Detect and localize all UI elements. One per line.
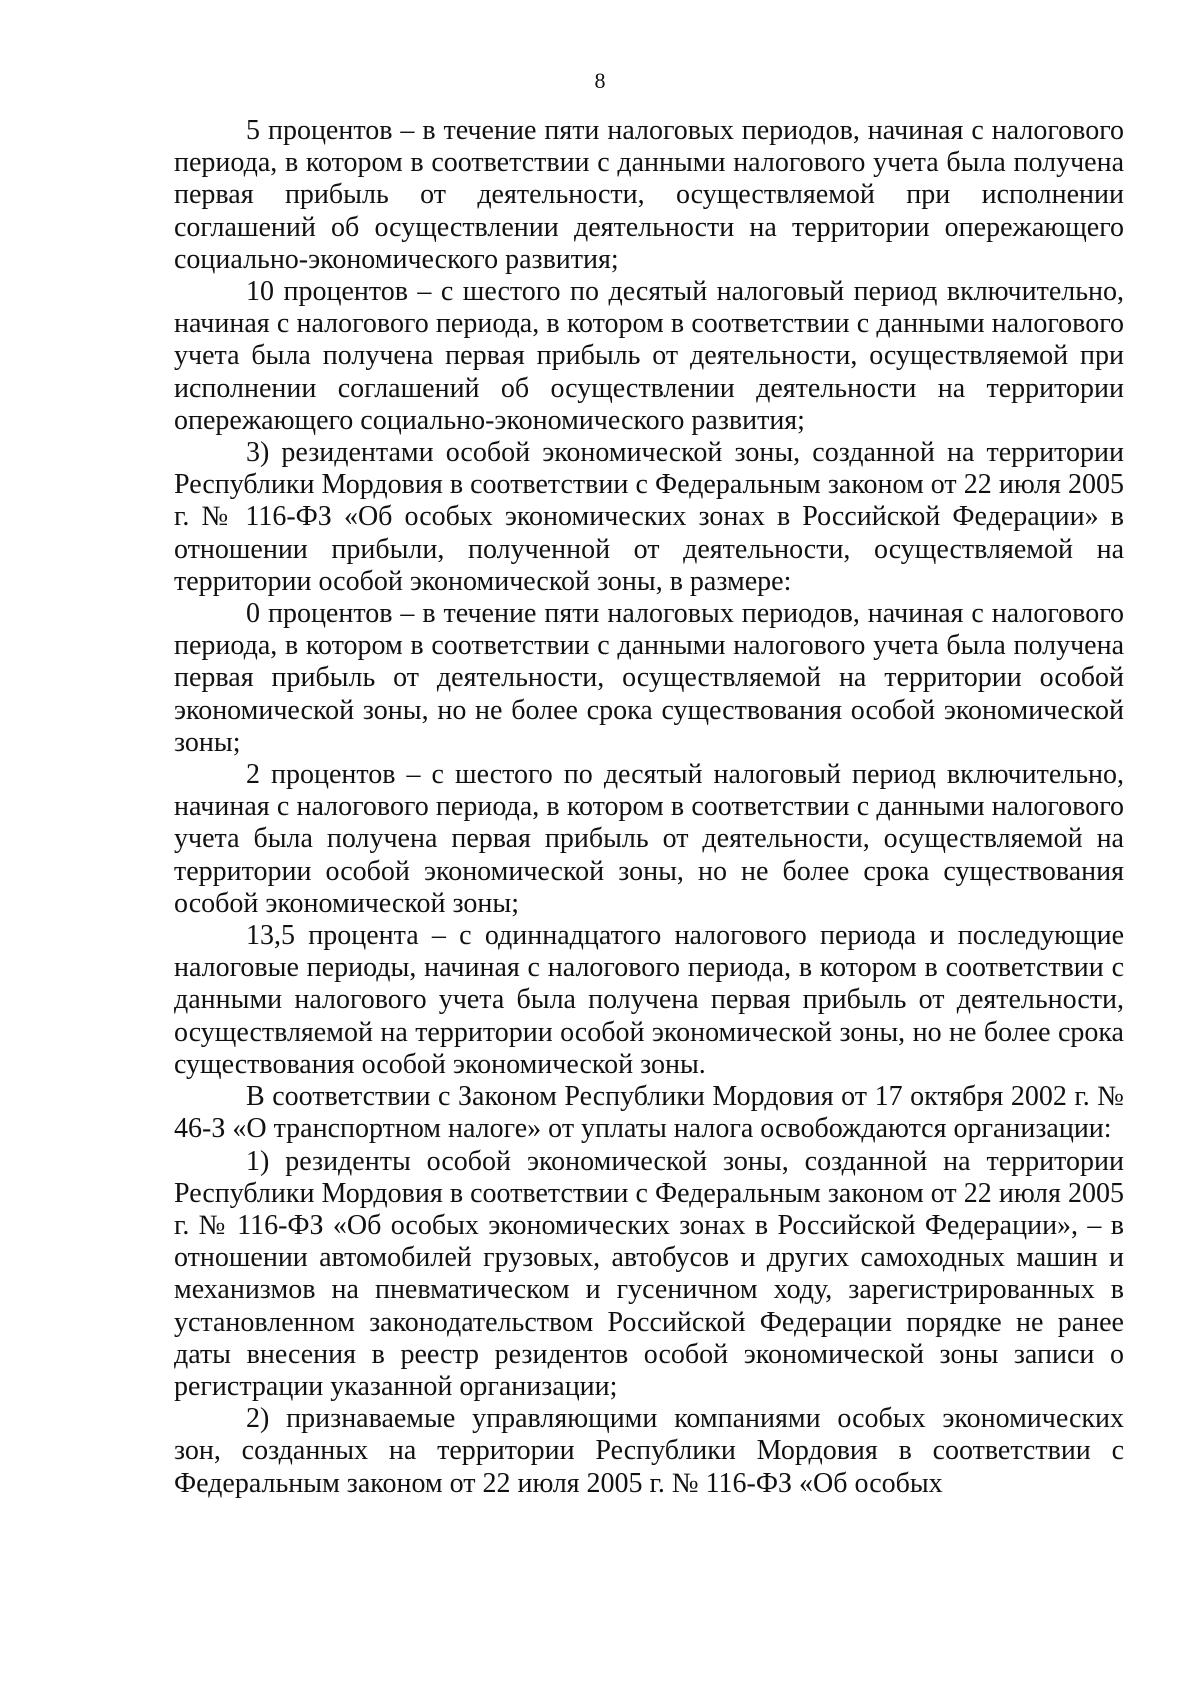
paragraph-transport-tax-law: В соответствии с Законом Республики Мордовия от 17 октября 2002 г. № 46-З «О транспортном налоге» от уплаты налога освобождаются организации: [174, 1081, 1124, 1145]
paragraph-rate-13-5-percent: 13,5 процента – с одиннадцатого налогового периода и последующие налоговые периоды, начиная с налогового периода, в котором в соответствии с данными налогового учета была получена первая прибыль от деятельности, осуществляемой на территории особой экономической зоны, но не более срока существования особой экономической зоны. [174, 920, 1124, 1080]
paragraph-rate-2-percent: 2 процентов – с шестого по десятый налоговый период включительно, начиная с налогового периода, в котором в соответствии с данными налогового учета была получена первая прибыль от деятельности, осуществляемой на территории особой экономической зоны, но не более срока существования особой экономической зоны; [174, 759, 1124, 919]
page-number: 8 [594, 68, 606, 93]
paragraph-rate-5-percent: 5 процентов – в течение пяти налоговых периодов, начиная с налогового периода, в котором в соответствии с данными налогового учета была получена первая прибыль от деятельности, осуществляемой при исполнении соглашений об осуществлении деятельности на территории опережающего социально-экономического развития; [174, 115, 1124, 275]
paragraph-rate-10-percent: 10 процентов – с шестого по десятый налоговый период включительно, начиная с налогового периода, в котором в соответствии с данными налогового учета была получена первая прибыль от деятельности, осуществляемой при исполнении соглашений об осуществлении деятельности на территории опережающего социально-экономического развития; [174, 276, 1124, 436]
paragraph-item-2-management-companies: 2) признаваемые управляющими компаниями особых экономических зон, созданных на территории Республики Мордовия в соответствии с Федеральным законом от 22 июля 2005 г. № 116-ФЗ «Об особых [174, 1403, 1124, 1499]
document-body [174, 115, 1124, 1500]
paragraph-item-3-sez-residents: 3) резидентами особой экономической зоны, созданной на территории Республики Мордовия в соответствии с Федеральным законом от 22 июля 2005 г. № 116-ФЗ «Об особых экономических зонах в Российской Федерации» в отношении прибыли, полученной от деятельности, осуществляемой на территории особой экономической зоны, в размере: [174, 437, 1124, 597]
paragraph-item-1-sez-residents: 1) резиденты особой экономической зоны, созданной на территории Республики Мордовия в соответствии с Федеральным законом от 22 июля 2005 г. № 116-ФЗ «Об особых экономических зонах в Российской Федерации», – в отношении автомобилей грузовых, автобусов и других самоходных машин и механизмов на пневматическом и гусеничном ходу, зарегистрированных в установленном законодательством Российской Федерации порядке не ранее даты внесения в реестр резидентов особой экономической зоны записи о регистрации указанной организации; [174, 1145, 1124, 1402]
paragraph-rate-0-percent: 0 процентов – в течение пяти налоговых периодов, начиная с налогового периода, в котором в соответствии с данными налогового учета была получена первая прибыль от деятельности, осуществляемой на территории особой экономической зоны, но не более срока существования особой экономической зоны; [174, 598, 1124, 758]
